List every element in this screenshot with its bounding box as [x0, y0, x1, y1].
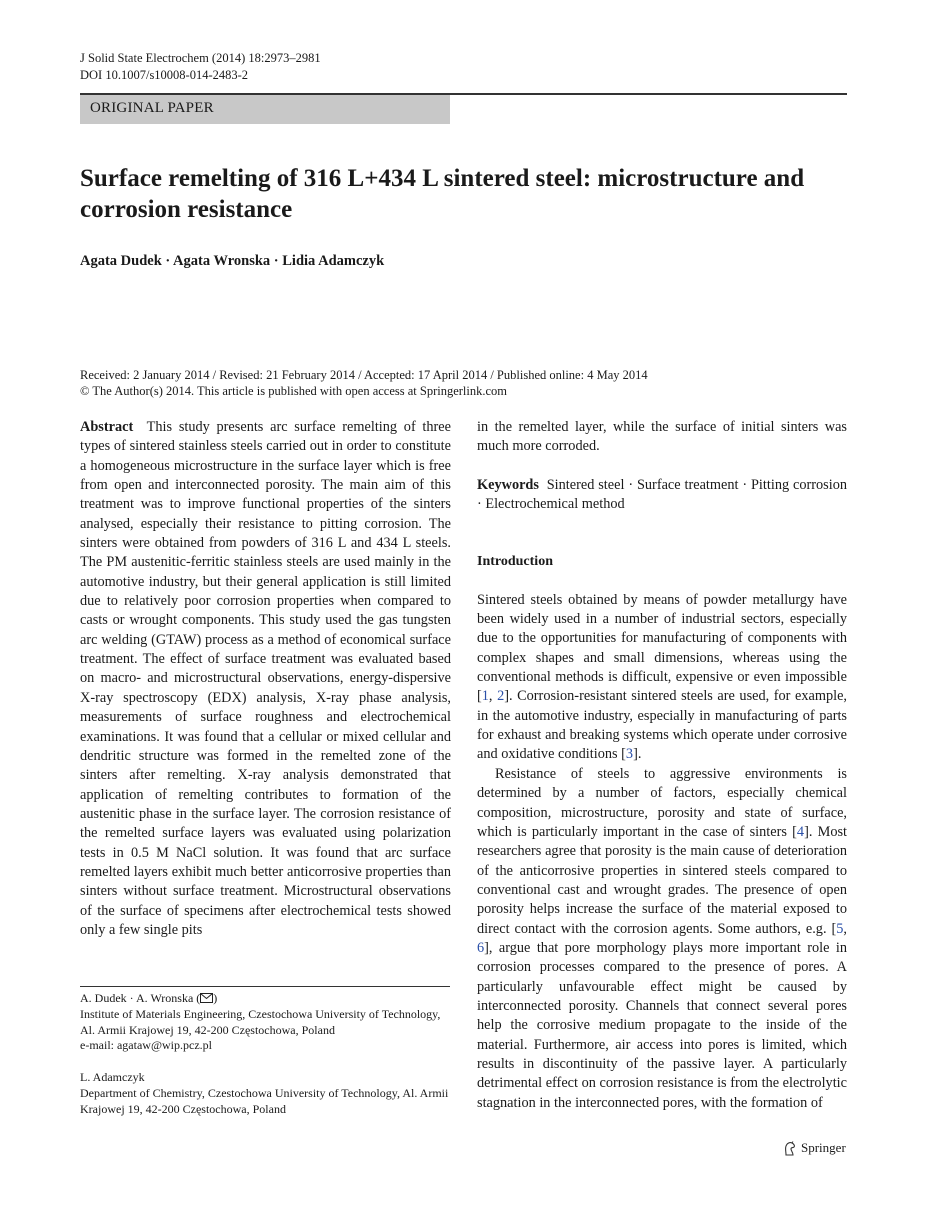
affiliations — [80, 991, 451, 1118]
affiliation-1-names: A. Dudek · A. Wronska ( ) — [80, 991, 218, 1005]
citation-link[interactable]: 4 — [796, 823, 805, 840]
doi: DOI 10.1007/s10008-014-2483-2 — [80, 68, 249, 82]
abstract-continuation: in the remelted layer, while the surface of initial sinters was much more corroded. — [477, 419, 847, 455]
abstract-paragraph — [80, 418, 451, 940]
intro-paragraph-2: Resistance of steels to aggressive environments is determined by a number of factors, especially chemical composition, microstructure, porosity and state of surface, which is particularly important in the case of sinters [4]. Most researchers agree that porosity is the main cause of deterioration of the anticorrosive properties in sintered steels compared to conventional cast and wrought grades. The presence of open porosity helps increase the surface of the material exposed to direct contact with the corrosion agents. Some authors, e.g. [5, 6], argue that pore morphology plays more important role in corrosion processes compared to the presence of pores. A particularly unfavourable effect might be caused by interconnected porosity. Channels that connect several pores help the corrosive medium propagate to the inside of the material. Furthermore, air access into pores is limited, which results in discontinuity of the passive layer. A particularly detrimental effect on corrosion resistance is from the electrolytic stagnation in the interconnected pores, with the formation of — [477, 765, 848, 1111]
dates-line: Received: 2 January 2014 / Revised: 21 February 2014 / Accepted: 17 April 2014 / Published online: 4 May 2014 — [80, 368, 648, 382]
springer-horse-icon — [783, 1141, 797, 1156]
intro-paragraph-1: Sintered steels obtained by means of powder metallurgy have been widely used in a number of industrial sectors, especially due to the opportunities for manufacturing of components with complex shapes and small dimensions, whereas using the conventional methods is difficult, expensive or even impossible [1, 2]. Corrosion-resistant sintered steels are used, for example, in the automotive industry, especially in manufacturing of parts for exhaust and breaking systems which operate under corrosive and oxidative conditions [3]. — [477, 591, 847, 763]
footnote-rule — [80, 986, 450, 987]
affiliation-2-name: L. Adamczyk — [80, 1070, 145, 1085]
publisher-logo — [783, 1140, 846, 1156]
publication-history — [80, 367, 648, 399]
affiliation-1-email[interactable]: e-mail: agataw@wip.pcz.pl — [80, 1038, 212, 1053]
introduction-heading: Introduction — [477, 554, 553, 570]
publisher-name: Springer — [801, 1140, 846, 1155]
author-list: Agata Dudek · Agata Wronska · Lidia Adamczyk — [80, 253, 385, 269]
citation-link[interactable]: 6 — [477, 939, 485, 956]
abstract-text: This study presents arc surface remelting of three types of sintered stainless steels carried out in order to constitute a homogeneous microstructure in the surface layer which is free from open and interconnected porosity. The main aim of this treatment was to improve functional properties of the sinters analysed, especially their resistance to pitting corrosion. The sinters were obtained from powders of 316 L and 434 L steels. The PM austenitic-ferritic stainless steels are used mainly in the automotive industry, but their general application is still limited due to relatively poor corrosion properties when compared to casts or wrought components. This study used the gas tungsten arc welding (GTAW) process as a method of economical surface treatment. The effect of surface treatment was evaluated based on macro- and microstructural observations, energy-dispersive X-ray spectroscopy (EDX) analysis, X-ray phase analysis, measurements of surface roughness and electrochemical examinations. It was found that a cellular or mixed cellular and dendritic structure was formed in the remelted zone of the sinters after remelting. X-ray analysis demonstrated that application of remelting contributes to formation of the austenitic phase in the surface layer. The corrosion resistance of the remelted surface layers was evaluated using polarization tests in 0.5 M NaCl solution. It was found that arc surface remelted layers exhibit much better anticorrosive properties than sinters without surface treatment. Microstructural observations of the surface of specimens after electrochemical tests showed only a few single pits — [80, 419, 452, 938]
keywords — [477, 476, 847, 515]
paper-title: Surface remelting of 316 L+434 L sintered steel: microstructure and corrosion resistance — [80, 165, 805, 223]
right-column — [477, 418, 847, 1113]
keywords-label: Keywords — [477, 476, 539, 493]
abstract-label: Abstract — [80, 419, 134, 435]
envelope-icon — [200, 993, 213, 1003]
license-line: © The Author(s) 2014. This article is published with open access at Springerlink.com — [80, 384, 508, 398]
citation-link[interactable]: 3 — [625, 746, 634, 763]
abstract-column — [80, 418, 451, 940]
affiliation-2-institution: Department of Chemistry, Czestochowa University of Technology, Al. Armii Krajowej 19, 42-200 Częstochowa, Poland — [80, 1085, 449, 1116]
affiliation-1-institution: Institute of Materials Engineering, Czestochowa University of Technology, Al. Armii Krajowej 19, 42-200 Częstochowa, Poland — [80, 1006, 441, 1037]
keywords-text: Sintered steel · Surface treatment · Pitting corrosion · Electrochemical method — [477, 476, 847, 513]
citation-link[interactable]: 5 — [836, 920, 844, 937]
copyright-icon: © — [80, 384, 93, 398]
journal-header — [80, 50, 321, 84]
journal-citation: J Solid State Electrochem (2014) 18:2973–2981 — [80, 51, 321, 65]
citation-link[interactable]: 1 — [481, 688, 489, 705]
category-label: ORIGINAL PAPER — [90, 100, 214, 116]
category-banner — [80, 95, 450, 124]
citation-link[interactable]: 2 — [497, 688, 505, 705]
